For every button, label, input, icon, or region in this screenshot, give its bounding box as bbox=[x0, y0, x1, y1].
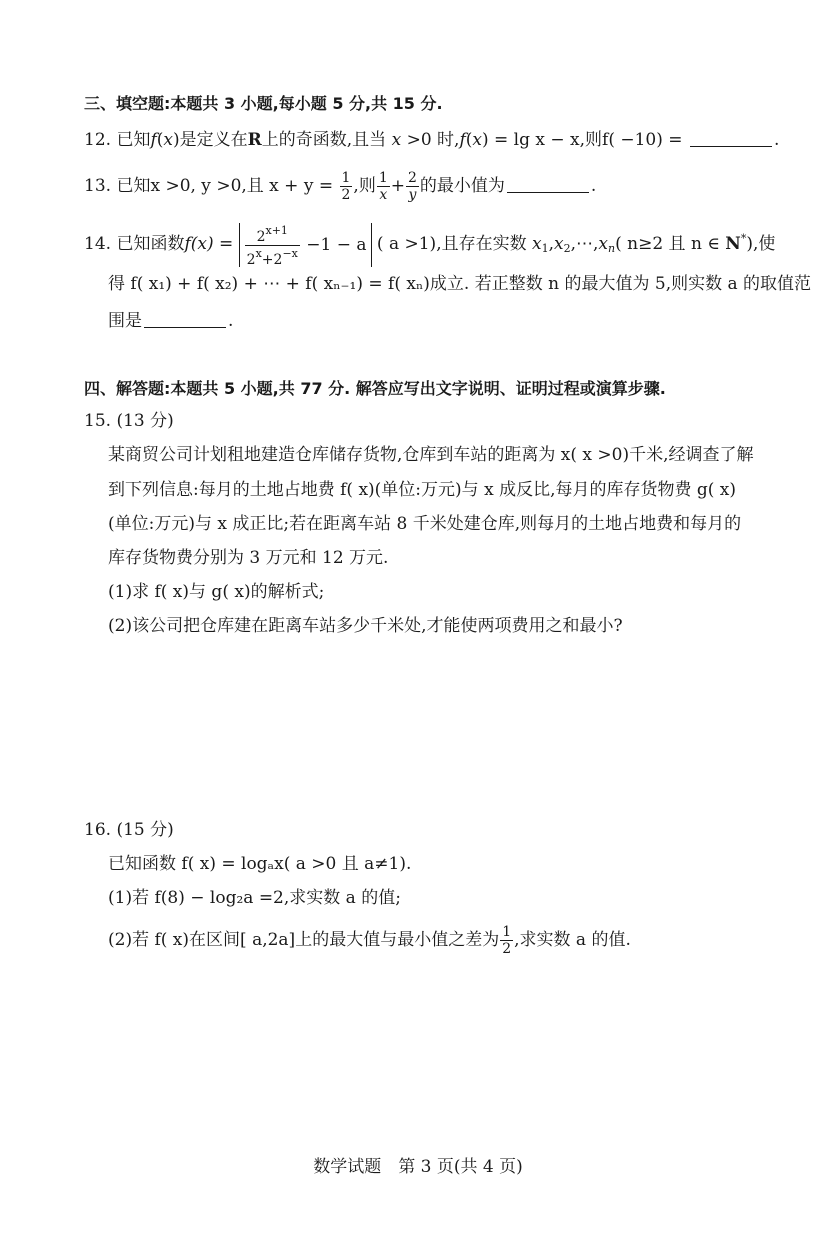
q13-half-fraction: $\frac{1}{2}$ bbox=[341, 170, 351, 203]
page-footer: 数学试题 第 3 页(共 4 页) bbox=[313, 1157, 523, 1177]
q14-cond-b: ( n≥2 且 n ∈ bbox=[615, 234, 720, 254]
q12-fx: f bbox=[150, 130, 157, 150]
q12-text-d: 时, bbox=[437, 130, 460, 150]
q14-answer-blank[interactable] bbox=[144, 311, 226, 328]
q14-tail: −1 − a bbox=[306, 234, 367, 255]
q14-line3: 围是 . bbox=[108, 311, 234, 331]
q13-answer-blank[interactable] bbox=[507, 176, 589, 193]
q15-line3: (单位:万元)与 x 成正比;若在距离车站 8 千米处建仓库,则每月的土地占地费和每月的 bbox=[108, 514, 742, 534]
q15-line4: 库存货物费分别为 3 万元和 12 万元. bbox=[108, 548, 389, 568]
q15-line2: 到下列信息:每月的土地占地费 f( x)(单位:万元)与 x 成反比,每月的库存货物费 g( x) bbox=[108, 480, 737, 500]
q13-fraction-2: $\frac{2}{y}$ bbox=[408, 170, 417, 203]
q12-number: 12. bbox=[84, 130, 112, 150]
q15-number: 15. (13 分) bbox=[84, 411, 174, 431]
q12-answer-blank[interactable] bbox=[690, 130, 772, 147]
section3-heading: 三、填空题:本题共 3 小题,每小题 5 分,共 15 分. bbox=[84, 94, 443, 113]
q12-text: 已知 bbox=[116, 130, 151, 150]
q13-text-a: 已知 bbox=[116, 176, 151, 196]
question-13 bbox=[84, 168, 596, 204]
q16-part2: (2)若 f( x)在区间[ a,2a]上的最大值与最小值之差为 $\frac{1}{2}$ ,求实数 a 的值. bbox=[108, 924, 631, 957]
q14-cond-c: ),使 bbox=[746, 234, 776, 254]
q14-number: 14. bbox=[84, 234, 112, 254]
q13-condition: x >0, y >0,且 x + y = bbox=[150, 176, 334, 196]
q15-line1: 某商贸公司计划租地建造仓库储存货物,仓库到车站的距离为 x( x >0)千米,经调查了解 bbox=[108, 445, 754, 465]
q15-part2: (2)该公司把仓库建在距离车站多少千米处,才能使两项费用之和最小? bbox=[108, 616, 623, 636]
q14-line2: 得 f( x₁) + f( x₂) + ⋯ + f( xₙ₋₁) = f( xₙ)成立. 若正整数 n 的最大值为 5,则实数 a 的取值范 bbox=[108, 274, 812, 294]
q13-text-c: 的最小值为 bbox=[419, 176, 505, 196]
q12-end: . bbox=[773, 130, 780, 150]
q12-text-f: f( −10) = bbox=[602, 130, 683, 150]
q16-number: 16. (15 分) bbox=[84, 820, 174, 840]
q13-text-b: ,则 bbox=[353, 176, 376, 196]
q16-half-fraction: $\frac{1}{2}$ bbox=[502, 924, 512, 957]
q13-plus: + bbox=[390, 176, 405, 196]
q13-end: . bbox=[590, 176, 597, 196]
q13-fraction-1: $\frac{1}{x}$ bbox=[378, 170, 388, 203]
q16-part1: (1)若 f(8) − log₂a =2,求实数 a 的值; bbox=[108, 888, 401, 908]
section4-heading: 四、解答题:本题共 5 小题,共 77 分. 解答应写出文字说明、证明过程或演算步骤. bbox=[84, 379, 666, 398]
question-12: 12. 已知f(x)是定义在R上的奇函数,且当 x >0 时,f(x) = lg x − x,则f( −10) = . bbox=[84, 130, 780, 150]
q15-part1: (1)求 f( x)与 g( x)的解析式; bbox=[108, 582, 325, 602]
question-14: 14. 已知函数f(x) = $\frac{2^{x+1}}{2^x+2^{-x}}$ −1 − a ( a >1),且存在实数 $x_1,x_2,\cdots,x_n$( n≥2 且 n ∈ N*),使 bbox=[84, 223, 776, 268]
q12-text-c: 上的奇函数,且当 bbox=[261, 130, 387, 150]
q14-cond-a: ( a >1),且存在实数 bbox=[376, 234, 527, 254]
q12-set-R: R bbox=[247, 130, 262, 150]
q12-text-b: 是定义在 bbox=[179, 130, 248, 150]
q14-text-a: 已知函数 bbox=[116, 234, 185, 254]
q14-absolute-value bbox=[239, 223, 372, 267]
q12-text-e: = lg x − x,则 bbox=[494, 130, 603, 150]
q14-fraction: $\frac{2^{x+1}}{2^x+2^{-x}}$ bbox=[246, 223, 298, 268]
q14-set-N: N bbox=[725, 234, 741, 254]
q16-line1: 已知函数 f( x) = logₐx( a >0 且 a≠1). bbox=[108, 854, 412, 874]
q13-number: 13. bbox=[84, 176, 112, 196]
q14-fx: f(x) = bbox=[184, 234, 234, 254]
